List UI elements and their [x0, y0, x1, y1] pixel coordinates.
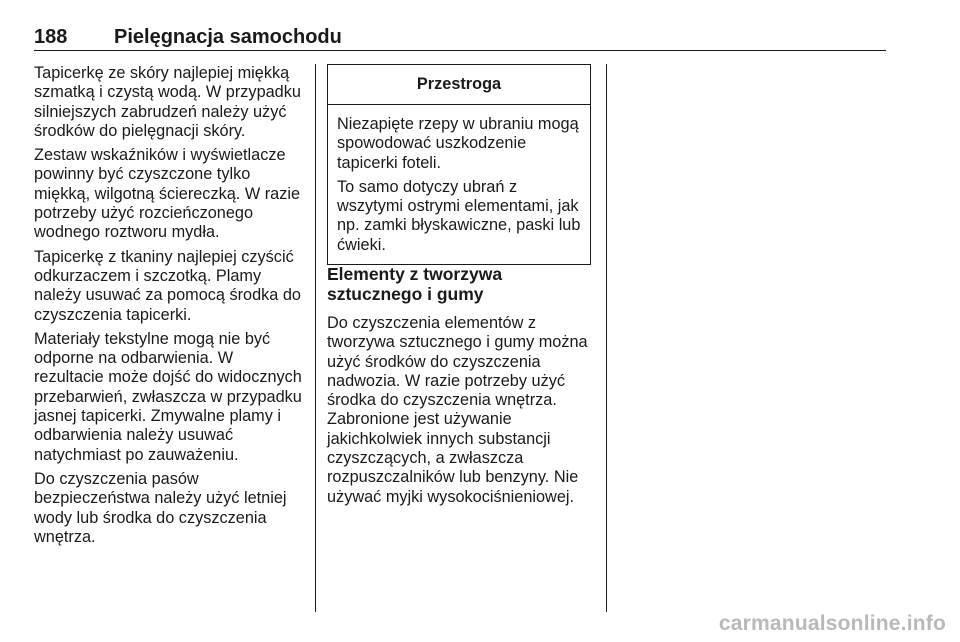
caution-box — [327, 64, 591, 265]
paragraph-instrument-cluster: Zestaw wskaźników i wyświetlacze powinny być czyszczone tylko miękką, wilgotną ściereczką. W razie potrzeby użyć rozcieńczonego wodnego roztworu mydła. — [34, 146, 301, 242]
chapter-title: Pielęgnacja samochodu — [114, 26, 342, 48]
caution-paragraph: Niezapięte rzepy w ubraniu mogą spowodować uszkodzenie tapicerki foteli. — [337, 115, 579, 172]
plastics-section — [327, 264, 597, 507]
caution-body — [328, 105, 590, 264]
caution-paragraph: To samo dotyczy ubrań z wszytymi ostrymi elementami, jak np. zamki błyskawiczne, paski lub ćwieki. — [337, 177, 581, 254]
page-number: 188 — [34, 26, 68, 48]
column-divider-left — [315, 64, 316, 612]
caution-title: Przestroga — [328, 65, 590, 105]
paragraph-leather-upholstery: Tapicerkę ze skóry najlepiej miękką szmatką i czystą wodą. W przypadku silniejszych zabrudzeń należy użyć środków do pielęgnacji skóry. — [34, 64, 301, 140]
page-header — [34, 26, 886, 48]
paragraph-textile-discoloration: Materiały tekstylne mogą nie być odporne na odbarwienia. W rezultacie może dojść do widocznych przebarwień, zwłaszcza w przypadku jasnej tapicerki. Zmywalne plamy i odbarwienia należy usuwać natychmiast po zauważeniu. — [34, 329, 302, 464]
paragraph-fabric-upholstery: Tapicerkę z tkaniny najlepiej czyścić odkurzaczem i szczotką. Plamy należy usuwać za pomocą środka do czyszczenia tapicerki. — [34, 247, 301, 324]
header-rule — [34, 50, 886, 51]
column-divider-right — [606, 64, 607, 612]
section-heading: Elementy z tworzywa sztucznego i gumy — [327, 264, 503, 304]
left-column — [34, 64, 304, 552]
watermark: carmanualsonline.info — [718, 612, 946, 635]
section-body: Do czyszczenia elementów z tworzywa sztucznego i gumy można użyć środków do czyszczenia nadwozia. W razie potrzeby użyć środka do czyszczenia wnętrza. Zabronione jest używanie jakichkolwiek innych substancji czyszczących, a zwłaszcza rozpuszczalników lub benzyny. Nie używać myjki wysokociśnieniowej. — [327, 314, 588, 506]
paragraph-seat-belts: Do czyszczenia pasów bezpieczeństwa należy użyć letniej wody lub środka do czyszczenia wnętrza. — [34, 469, 287, 546]
